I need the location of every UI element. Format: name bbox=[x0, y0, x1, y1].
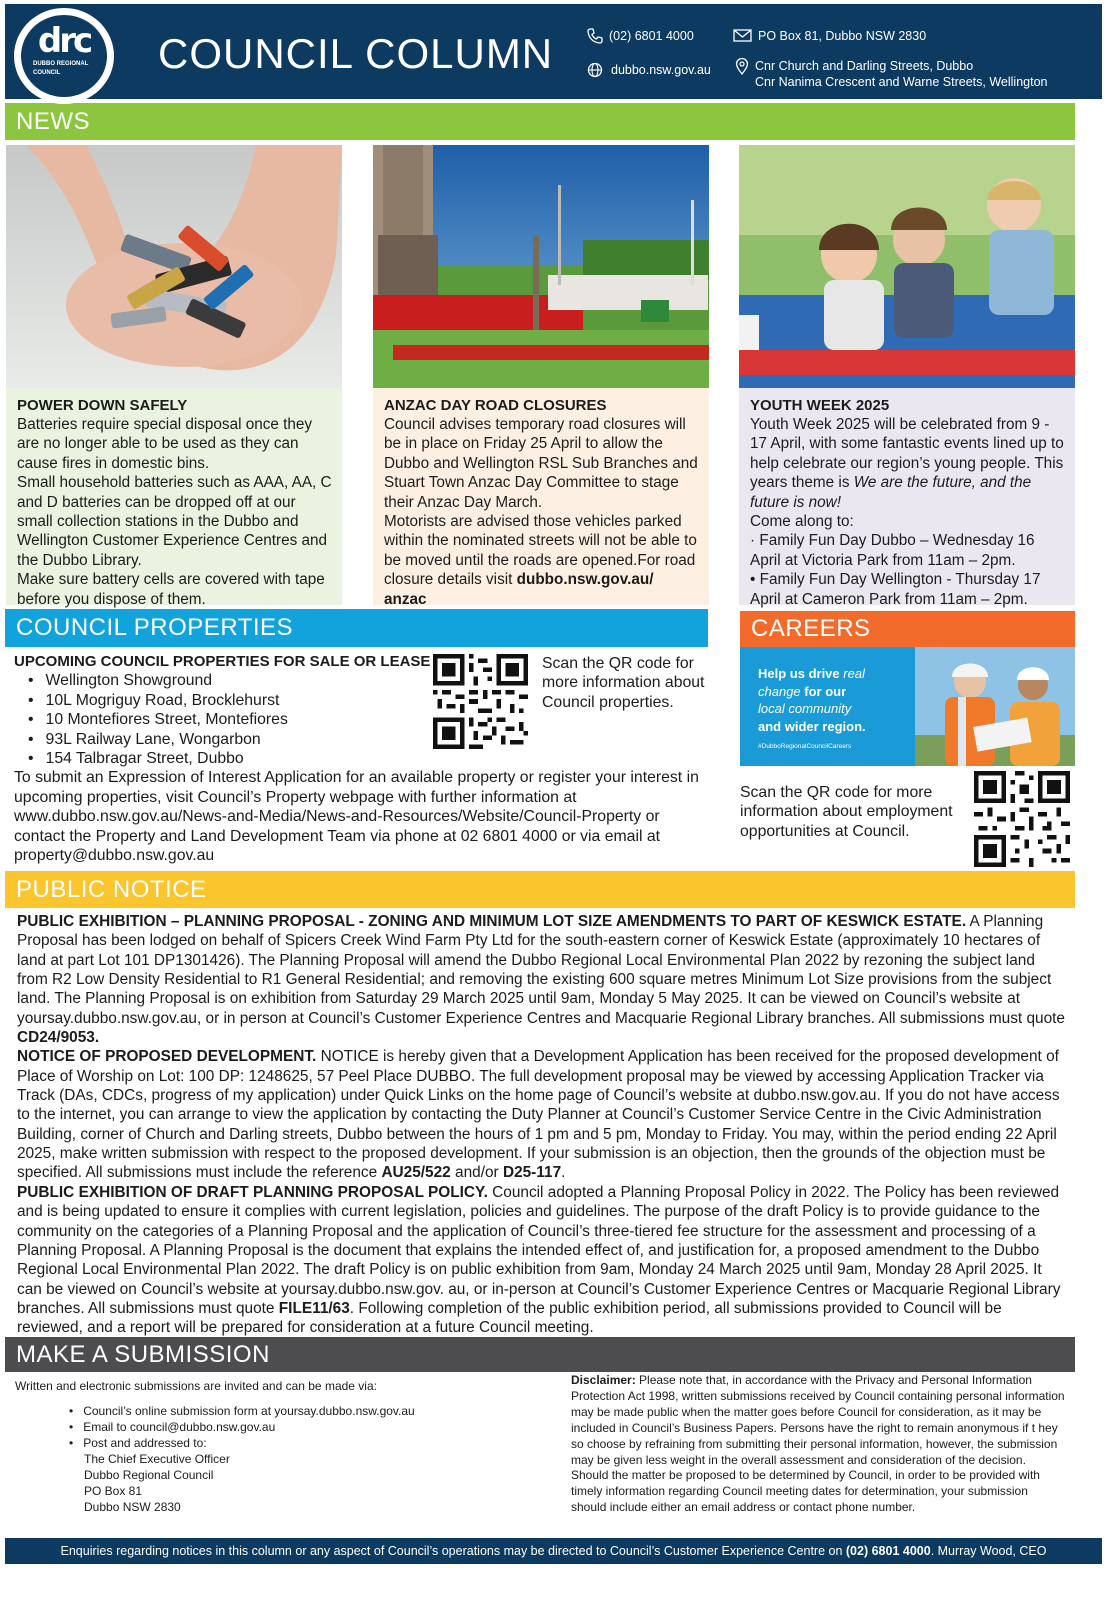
postal-address bbox=[84, 1451, 555, 1515]
careers-section-bar bbox=[740, 611, 1075, 647]
property-item: • 93L Railway Lane, Wongarbon bbox=[28, 730, 714, 749]
news-power-down-p3: Make sure battery cells are covered with tape before you dispose of them. bbox=[17, 571, 325, 608]
public-notices bbox=[17, 912, 1067, 1338]
notice-2-reference-1: AU25/522 bbox=[381, 1164, 451, 1182]
location-pin-icon bbox=[735, 58, 749, 75]
news-section-bar bbox=[5, 103, 1075, 140]
careers-banner-photo bbox=[915, 647, 1075, 766]
batteries-photo bbox=[6, 145, 342, 388]
privacy-disclaimer bbox=[571, 1373, 1066, 1516]
properties-section-label: COUNCIL PROPERTIES bbox=[16, 614, 294, 641]
careers-banner-line-4 bbox=[758, 718, 928, 736]
news-anzac-p2-text: Motorists are advised those vehicles parked within the nominated streets will not be able to be moved until the roads are opened.For road closure details visit bbox=[384, 513, 697, 589]
logo-subtitle-2: COUNCIL bbox=[33, 70, 61, 76]
careers-qr-caption: Scan the QR code for more information about employment opportunities at Council. bbox=[740, 784, 953, 840]
property-item: • 154 Talbragar Street, Dubbo bbox=[28, 749, 714, 768]
address-dubbo: Cnr Church and Darling Streets, Dubbo bbox=[755, 59, 974, 73]
careers-banner-1a: Help us drive bbox=[758, 666, 844, 681]
notice-2-and: and/or bbox=[450, 1164, 503, 1182]
submission-intro: Written and electronic submissions are invited and can be made via: bbox=[15, 1379, 377, 1393]
careers-banner-line-2 bbox=[758, 683, 928, 701]
globe-icon bbox=[587, 62, 603, 78]
postal-address-line: Dubbo NSW 2830 bbox=[84, 1500, 181, 1514]
news-youth-week bbox=[739, 388, 1075, 608]
news-youth-week-p3: · Family Fun Day Dubbo – Wednesday 16 April at Victoria Park from 11am – 2pm. bbox=[750, 532, 1035, 569]
phone-contact bbox=[587, 28, 694, 44]
careers-banner-2a: change bbox=[758, 683, 801, 699]
anzac-road-closure-link[interactable]: dubbo.nsw.gov.au/ anzac bbox=[384, 571, 654, 608]
submission-methods-list bbox=[83, 1403, 555, 1451]
news-anzac-p2 bbox=[384, 512, 699, 609]
footer bbox=[5, 1538, 1102, 1564]
youth-week-photo bbox=[739, 145, 1075, 388]
footer-signoff: . Murray Wood, CEO bbox=[930, 1544, 1047, 1558]
postal-address-line: The Chief Executive Officer bbox=[84, 1452, 230, 1466]
properties-qr-caption: Scan the QR code for more information about Council properties. bbox=[542, 655, 705, 711]
phone-icon bbox=[587, 28, 603, 44]
careers-section-label: CAREERS bbox=[751, 615, 871, 642]
submission-method-post: • Post and addressed to: bbox=[83, 1435, 555, 1451]
postal-address-line: Dubbo Regional Council bbox=[84, 1468, 214, 1482]
property-item: • 10 Montefiores Street, Montefiores bbox=[28, 710, 714, 729]
notice-2-title: NOTICE OF PROPOSED DEVELOPMENT. bbox=[17, 1048, 317, 1066]
news-anzac-p1: Council advises temporary road closures will be in place on Friday 25 April to allow the Dubbo and Wellington RSL Sub Branches and Stuart Town Anzac Day Committee to stage their Anzac Day March. bbox=[384, 416, 698, 511]
council-logo bbox=[14, 8, 114, 104]
notice-3-reference: FILE11/63 bbox=[278, 1299, 350, 1317]
notice-3 bbox=[17, 1184, 1060, 1336]
properties-body: To submit an Expression of Interest Application for an available property or register your interest in upcoming properties, visit Council’s Property webpage with further information at www.dubbo.nsw.gov.au/News-and-Media/News-and-Resources/Website/Council-Property or contact the Property and Land Development Team via phone at 02 6801 4000 or via email at property@dubbo.nsw.gov.au bbox=[14, 769, 699, 865]
submission-method-email[interactable]: • Email to council@dubbo.nsw.gov.au bbox=[83, 1419, 555, 1435]
notice-1-reference: CD24/9053. bbox=[17, 1029, 100, 1047]
properties-heading: UPCOMING COUNCIL PROPERTIES FOR SALE OR LEASE bbox=[14, 653, 431, 670]
notice-section-bar bbox=[5, 871, 1075, 908]
notice-3-title: PUBLIC EXHIBITION OF DRAFT PLANNING PROPOSAL POLICY. bbox=[17, 1183, 488, 1201]
website-contact bbox=[587, 62, 711, 78]
news-youth-week-p2: Come along to: bbox=[750, 513, 854, 531]
careers-banner[interactable] bbox=[740, 647, 1075, 766]
phone-number: (02) 6801 4000 bbox=[609, 29, 694, 43]
disclaimer-label: Disclaimer: bbox=[571, 1373, 636, 1387]
properties-section-bar bbox=[5, 609, 708, 647]
notice-1-body: A Planning Proposal has been lodged on behalf of Spicers Creek Wind Farm Pty Ltd for the south-eastern corner of Keswick Estate (approximately 10 hectares of land at part Lot 101 DP1301426). The Planning Proposal will amend the Dubbo Regional Local Environmental Plan 2022 by rezoning the subject land from R2 Low Density Residential to R1 General Residential; and removing the existing 600 square metres Minimum Lot Size provisions from the subject land. The Planning Proposal is on exhibition from Saturday 29 March 2025 until 9am, Monday 5 May 2025. It can be viewed on Council’s website at yoursay.dubbo.nsw.gov.au, or in person at Council’s Customer Experience Centres and Macquarie Regional Library branches. All submissions must quote bbox=[17, 913, 1065, 1027]
po-box: PO Box 81, Dubbo NSW 2830 bbox=[758, 29, 927, 43]
news-power-down bbox=[6, 388, 342, 608]
news-section-label: NEWS bbox=[16, 107, 90, 135]
anzac-memorial-photo bbox=[373, 145, 709, 388]
careers-qr-code[interactable] bbox=[971, 771, 1073, 867]
street-contact bbox=[735, 58, 1048, 90]
logo-mark: drc bbox=[37, 21, 91, 61]
notice-2-reference-2: D25-117 bbox=[502, 1164, 562, 1182]
news-anzac bbox=[373, 388, 709, 608]
footer-text: Enquiries regarding notices in this column or any aspect of Council’s operations may be directed to Council’s Customer Experience Centre on bbox=[60, 1544, 846, 1558]
page-title: COUNCIL COLUMN bbox=[158, 30, 554, 77]
logo-subtitle-1: DUBBO REGIONAL bbox=[33, 61, 89, 67]
careers-banner-text bbox=[758, 665, 928, 756]
envelope-icon bbox=[733, 28, 752, 43]
news-power-down-p1: Batteries require special disposal once they are no longer able to be used as they can cause fires in domestic bins. bbox=[17, 416, 313, 472]
notice-3-body: Council adopted a Planning Proposal Policy in 2022. The Policy has been reviewed and is being updated to ensure it complies with current legislation, policies and guidelines. The purpose of the draft Policy is to provide guidance to the community on the categories of a Planning Proposal and the application of Council’s three-tiered fee structure for the assessment and processing of a Planning Proposal. A Planning Proposal is the document that explains the intended effect of, and justification for, a proposed amendment to the Dubbo Regional Local Environmental Plan 2022. The draft Policy is on public exhibition from 9am, Monday 24 March 2025 until 9am, Monday 28 April 2025. It can be viewed on Council’s website at yoursay.dubbo.nsw.gov. au, or in-person at Council’s Customer Experience Centres or Macquarie Regional Library branches. All submissions must quote bbox=[17, 1183, 1061, 1317]
properties-qr-code[interactable] bbox=[430, 654, 531, 749]
submission-section-label: MAKE A SUBMISSION bbox=[16, 1340, 270, 1368]
news-youth-week-heading: YOUTH WEEK 2025 bbox=[750, 397, 890, 414]
website-link[interactable]: dubbo.nsw.gov.au bbox=[611, 63, 711, 77]
notice-2 bbox=[17, 1048, 1060, 1181]
careers-banner-1b: real bbox=[843, 666, 865, 681]
postal-address-line: PO Box 81 bbox=[84, 1484, 143, 1498]
notice-1 bbox=[17, 913, 1065, 1046]
careers-banner-2b: for our bbox=[800, 683, 847, 699]
address-wellington: Cnr Nanima Crescent and Warne Streets, Wellington bbox=[755, 75, 1048, 89]
submission-section-bar bbox=[5, 1337, 1075, 1372]
news-youth-week-theme: We are the future, and the future is now! bbox=[750, 474, 1032, 511]
submission-method-online[interactable]: • Council’s online submission form at yoursay.dubbo.nsw.gov.au bbox=[83, 1403, 555, 1419]
notice-3-end: . Following completion of the public exhibition period, all submissions provided to Council will be reviewed, and a report will be prepared for consideration at a future Council meeting. bbox=[17, 1299, 1002, 1337]
postal-contact bbox=[733, 28, 926, 44]
news-power-down-p2: Small household batteries such as AAA, AA, C and D batteries can be dropped off at our small collection stations in the Dubbo and Wellington Customer Experience Centres and the Dubbo Library. bbox=[17, 474, 332, 569]
careers-banner-3: local community bbox=[758, 701, 852, 716]
property-item: • Wellington Showground bbox=[28, 671, 714, 690]
careers-banner-line-1 bbox=[758, 665, 928, 683]
submission-methods bbox=[15, 1378, 555, 1515]
careers-banner-line-3 bbox=[758, 700, 928, 718]
footer-phone[interactable]: (02) 6801 4000 bbox=[845, 1544, 931, 1558]
news-anzac-heading: ANZAC DAY ROAD CLOSURES bbox=[384, 397, 607, 414]
news-youth-week-p1-text: Youth Week 2025 will be celebrated from 9 - 17 April, with some fantastic events lined up to help celebrate our region’s young people. This years theme is bbox=[750, 416, 1064, 492]
news-power-down-heading: POWER DOWN SAFELY bbox=[17, 397, 188, 414]
news-youth-week-p1 bbox=[750, 415, 1065, 512]
property-item: • 10L Mogriguy Road, Brocklehurst bbox=[28, 691, 714, 710]
careers-banner-hashtag: #DubboRegionalCouncilCareers bbox=[758, 743, 852, 750]
news-youth-week-p4: • Family Fun Day Wellington - Thursday 17 April at Cameron Park from 11am – 2pm. bbox=[750, 571, 1041, 608]
notice-2-body: NOTICE is hereby given that a Development Application has been received for the proposed development of Place of Worship on Lot: 100 DP: 1248625, 57 Peel Place DUBBO. The full development proposal may be viewed by accessing Application Tracker via Track (DAs, CDCs, progress of my application) under Quick Links on the home page of Council’s website at dubbo.nsw.gov.au. If you do not have access to the internet, you can arrange to view the application by contacting the Duty Planner at Council’s Customer Service Centre in the Civic Administration Building, corner of Church and Darling streets, Dubbo between the hours of 1 pm and 5 pm, Monday to Friday. You may, within the period ending 22 April 2025, make written submission with respect to the proposed development. If your submission is an objection, then the grounds of the objection must be specified. All submissions must include the reference bbox=[17, 1048, 1060, 1182]
careers-banner-4: and wider region. bbox=[758, 718, 866, 734]
notice-1-title: PUBLIC EXHIBITION – PLANNING PROPOSAL - ZONING AND MINIMUM LOT SIZE AMENDMENTS TO PART OF KESWICK ESTATE. bbox=[17, 913, 967, 930]
disclaimer-text: Please note that, in accordance with the Privacy and Personal Information Protection Act 1998, written submissions received by Council containing personal information may be made public when the matter goes before Council for consideration, as it may be included in Council’s Business Papers. Persons have the right to remain anonymous if t hey so choose by refraining from submitting their personal information, however, the submission may be given less weight in the overall assessment and consideration of the decision. Should the matter be proposed to be determined by Council, in order to be provided with timely information regarding Council meeting dates for determination, your submission should include either an email address or contact phone number. bbox=[571, 1373, 1065, 1515]
notice-2-end: . bbox=[561, 1164, 566, 1182]
notice-section-label: PUBLIC NOTICE bbox=[16, 875, 207, 903]
